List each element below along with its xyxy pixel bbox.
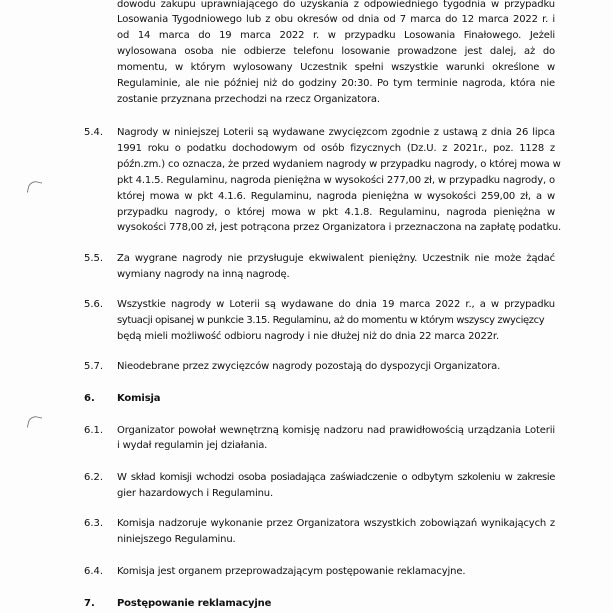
intro-line: Losowania Tygodniowego lub z obu okresów od dnia od 7 marca do 12 marca 2022 r. i: [117, 14, 555, 25]
section-number: 5.5.: [84, 253, 104, 264]
section-line: pkt 4.1.5. Regulaminu, nagroda pieniężna w wysokości 277,00 zł, w przypadku nagrody, o: [117, 175, 555, 186]
section-line: której mowa w pkt 4.1.6. Regulaminu, nagroda pieniężna w wysokości 259,00 zł, a w: [117, 191, 555, 202]
section-line: Za wygrane nagrody nie przysługuje ekwiwalent pieniężny. Uczestnik nie może żądać: [117, 253, 555, 264]
section-number: 5.7.: [84, 361, 104, 372]
intro-line: Regulaminie, ale nie później niż do godziny 20:30. Po tym terminie nagroda, która nie: [117, 78, 555, 89]
intro-line: zostanie przyznana przechodzi na rzecz Organizatora.: [117, 94, 380, 105]
section-line: będą mieli możliwość odbioru nagrody i nie dłużej niż do dnia 22 marca 2022r.: [117, 331, 500, 342]
section-heading: Komisja: [117, 393, 161, 404]
section-line: Wszystkie nagrody w Loterii są wydawane do dnia 19 marca 2022 r., a w przypadku: [117, 299, 555, 310]
section-line: sytuacji opisanej w punkcie 3.15. Regulaminu, aż do momentu w którym wszyscy zwycięzcy: [117, 315, 545, 326]
section-number: 5.4.: [84, 127, 104, 138]
section-number: 6.: [84, 393, 95, 404]
section-line: gier hazardowych i Regulaminu.: [117, 488, 273, 499]
section-number: 6.2.: [84, 472, 104, 483]
intro-line: momentu, w którym wylosowany Uczestnik spełni wszystkie warunki określone w: [117, 62, 555, 73]
section-number: 6.1.: [84, 425, 104, 436]
section-line: Nieodebrane przez zwycięzców nagrody pozostają do dyspozycji Organizatora.: [117, 361, 501, 372]
scan-mark-top: [27, 180, 42, 195]
section-heading: Postępowanie reklamacyjne: [117, 598, 272, 609]
section-line: Komisja jest organem przeprowadzającym postępowanie reklamacyjne.: [117, 566, 466, 577]
section-line: Nagrody w niniejszej Loterii są wydawane zwycięzcom zgodnie z ustawą z dnia 26 lipca: [117, 127, 555, 138]
section-line: przypadku nagrody, o której mowa w pkt 4.1.8. Regulaminu, nagroda pieniężna w: [117, 207, 555, 218]
section-number: 6.3.: [84, 518, 104, 529]
section-line: 1991 roku o podatku dochodowym od osób fizycznych (Dz.U. z 2021r., poz. 1128 z: [117, 143, 555, 154]
section-number: 7.: [84, 598, 95, 609]
intro-line: dowodu zakupu uprawniającego do uzyskania z odpowiedniego tygodnia w przypadku: [117, 0, 555, 10]
section-line: i wydał regulamin jej działania.: [117, 440, 268, 451]
section-line: Komisja nadzoruje wykonanie przez Organizatora wszystkich zobowiązań wynikających z: [117, 518, 555, 529]
intro-line: od 14 marca do 19 marca 2022 r. w przypadku Losowania Finałowego. Jeżeli: [117, 30, 555, 41]
section-line: W skład komisji wchodzi osoba posiadająca zaświadczenie o odbytym szkoleniu w zakresie: [117, 472, 555, 483]
intro-line: wylosowana osoba nie odbierze telefonu losowanie prowadzone jest dalej, aż do: [117, 46, 555, 57]
scan-mark-bottom: [27, 415, 42, 430]
section-line: późn.zm.) co oznacza, że przed wydaniem nagrody w przypadku nagrody, o której mowa w: [117, 159, 561, 170]
section-line: wymiany nagrody na inną nagrodę.: [117, 269, 290, 280]
section-number: 5.6.: [84, 299, 104, 310]
section-number: 6.4.: [84, 566, 104, 577]
section-line: wysokości 778,00 zł, jest potrącona przez Organizatora i przeznaczona na zapłatę podatku.: [117, 222, 562, 233]
section-line: niniejszego Regulaminu.: [117, 534, 236, 545]
section-line: Organizator powołał wewnętrzną komisję nadzoru nad prawidłowością urządzania Loterii: [117, 425, 555, 436]
